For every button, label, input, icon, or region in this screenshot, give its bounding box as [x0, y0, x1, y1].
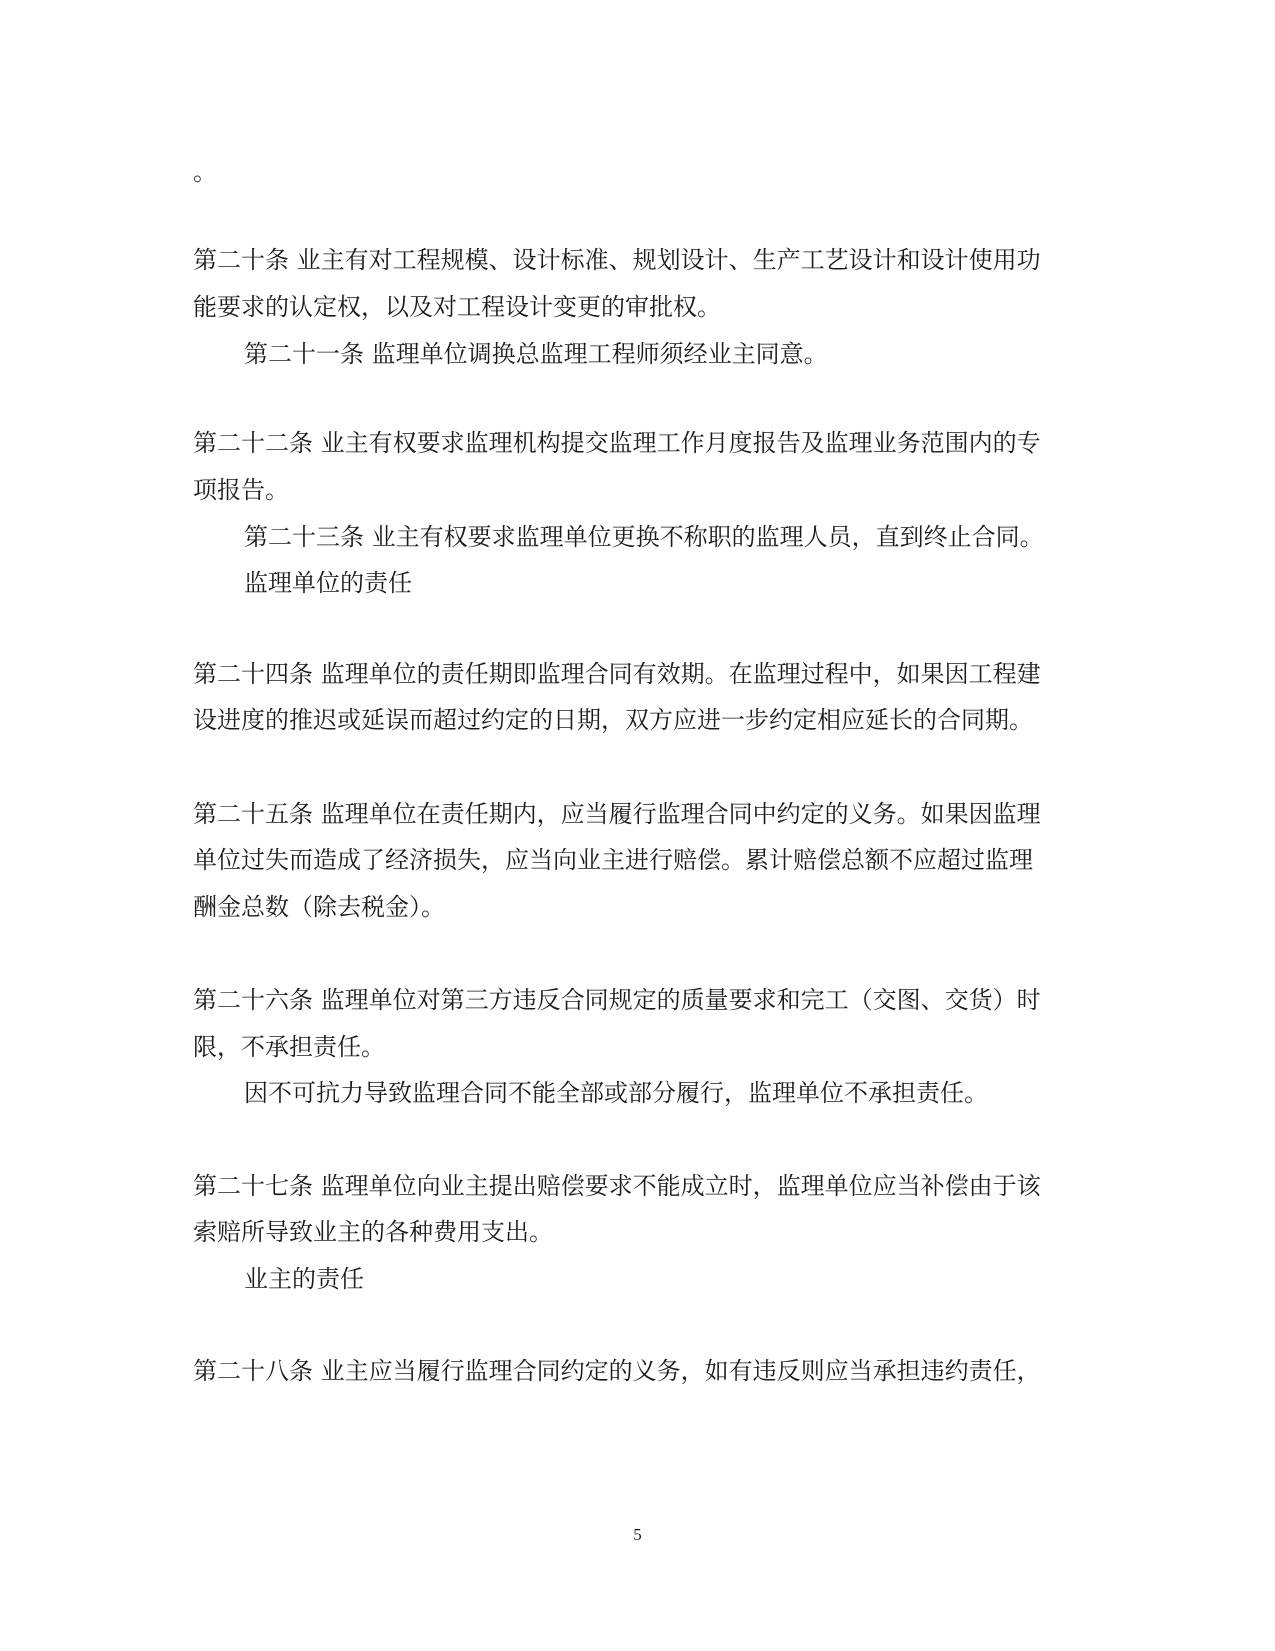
text-line: 能要求的认定权，以及对工程设计变更的审批权。: [193, 293, 721, 321]
page-number: 5: [633, 1525, 642, 1544]
text-line: 第二十七条 监理单位向业主提出赔偿要求不能成立时，监理单位应当补偿由于该: [193, 1172, 1041, 1200]
text-line: 第二十一条 监理单位调换总监理工程师须经业主同意。: [244, 340, 828, 368]
text-line: 第二十八条 业主应当履行监理合同约定的义务，如有违反则应当承担违约责任，: [193, 1357, 1041, 1385]
text-line: 第二十四条 监理单位的责任期即监理合同有效期。在监理过程中，如果因工程建: [193, 660, 1041, 688]
text-line: 第二十五条 监理单位在责任期内，应当履行监理合同中约定的义务。如果因监理: [193, 800, 1041, 828]
text-line: 单位过失而造成了经济损失，应当向业主进行赔偿。累计赔偿总额不应超过监理: [193, 846, 1033, 874]
text-line: 因不可抗力导致监理合同不能全部或部分履行，监理单位不承担责任。: [244, 1079, 988, 1107]
text-line: 设进度的推迟或延误而超过约定的日期，双方应进一步约定相应延长的合同期。: [193, 706, 1033, 734]
text-line: 限，不承担责任。: [193, 1033, 385, 1061]
text-line: 项报告。: [193, 476, 289, 504]
text-line: 酬金总数（除去税金）。: [193, 893, 445, 921]
text-line: 索赔所导致业主的各种费用支出。: [193, 1218, 553, 1246]
section-heading: 业主的责任: [244, 1265, 364, 1293]
text-line: 第二十六条 监理单位对第三方违反合同规定的质量要求和完工（交图、交货）时: [193, 986, 1041, 1014]
text-line: 。: [193, 158, 217, 186]
section-heading: 监理单位的责任: [244, 569, 412, 597]
text-line: 第二十二条 业主有权要求监理机构提交监理工作月度报告及监理业务范围内的专: [193, 429, 1041, 457]
text-line: 第二十条 业主有对工程规模、设计标准、规划设计、生产工艺设计和设计使用功: [193, 246, 1041, 274]
text-line: 第二十三条 业主有权要求监理单位更换不称职的监理人员，直到终止合同。: [244, 523, 1044, 551]
